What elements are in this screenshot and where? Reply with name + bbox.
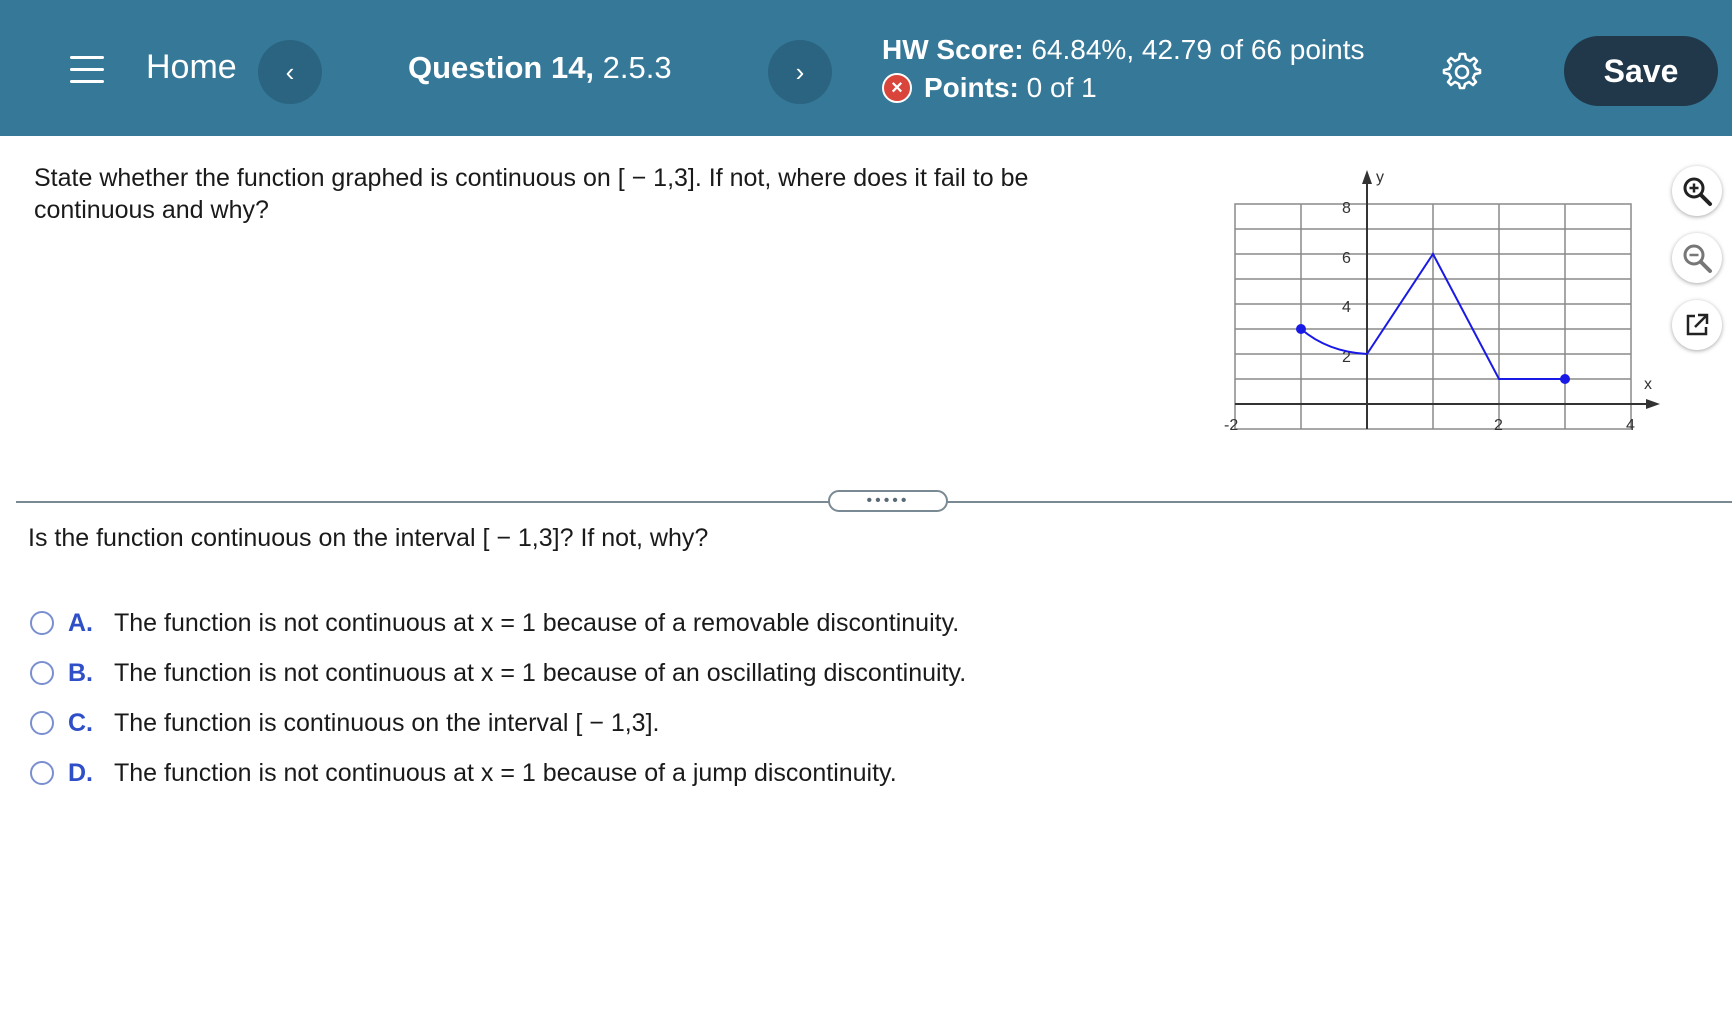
option-letter: C. <box>68 708 93 737</box>
function-graph <box>1210 160 1670 450</box>
radio-button[interactable] <box>30 761 54 785</box>
settings-gear-icon[interactable] <box>1442 51 1482 91</box>
question-prompt <box>34 162 1074 226</box>
popout-icon <box>1682 310 1712 340</box>
y-tick-label: 2 <box>1342 349 1351 366</box>
zoom-in-button[interactable] <box>1672 166 1722 216</box>
graph-grid <box>1235 204 1631 429</box>
popout-button[interactable] <box>1672 300 1722 350</box>
option-a[interactable] <box>30 598 966 648</box>
home-link[interactable]: Home <box>146 48 237 86</box>
y-tick-label: 6 <box>1342 250 1351 267</box>
points-status <box>882 72 1097 104</box>
radio-button[interactable] <box>30 611 54 635</box>
closed-endpoint <box>1560 374 1570 384</box>
points-value: 0 of 1 <box>1018 72 1097 103</box>
closed-endpoint <box>1296 324 1306 334</box>
option-text: The function is not continuous at x = 1 because of a removable discontinuity. <box>114 608 960 637</box>
incorrect-icon: × <box>882 73 912 103</box>
x-axis-arrow-icon <box>1646 399 1660 409</box>
y-axis-arrow-icon <box>1362 170 1372 184</box>
zoom-out-icon <box>1680 241 1714 275</box>
prompt-line-2: continuous and why? <box>34 196 269 224</box>
question-number: Question 14, <box>408 50 595 85</box>
radio-button[interactable] <box>30 711 54 735</box>
x-axis-label: x <box>1644 376 1652 393</box>
points-label: Points: <box>924 72 1019 103</box>
option-text: The function is not continuous at x = 1 because of a jump discontinuity. <box>114 758 897 787</box>
previous-question-button[interactable]: ‹ <box>258 40 322 104</box>
hw-score-label: HW Score: <box>882 34 1024 65</box>
option-letter: D. <box>68 758 93 787</box>
answer-options <box>30 598 966 798</box>
x-tick-label: 2 <box>1494 417 1503 434</box>
y-tick-label: 4 <box>1342 299 1351 316</box>
x-tick-label: -2 <box>1224 417 1239 434</box>
option-b[interactable] <box>30 648 966 698</box>
top-bar <box>0 0 1732 136</box>
zoom-in-icon <box>1680 174 1714 208</box>
next-question-button[interactable]: › <box>768 40 832 104</box>
option-letter: B. <box>68 658 93 687</box>
option-d[interactable] <box>30 748 966 798</box>
option-letter: A. <box>68 608 93 637</box>
radio-button[interactable] <box>30 661 54 685</box>
divider-handle[interactable]: ••••• <box>828 490 948 512</box>
zoom-out-button[interactable] <box>1672 233 1722 283</box>
hw-score-value: 64.84%, 42.79 of 66 points <box>1023 34 1365 65</box>
prompt-line-1: State whether the function graphed is continuous on [ − 1,3]. If not, where does it fail to be <box>34 164 1029 192</box>
menu-icon[interactable] <box>70 56 104 84</box>
y-axis-label: y <box>1376 169 1384 186</box>
option-text: The function is not continuous at x = 1 because of an oscillating discontinuity. <box>114 658 967 687</box>
save-button[interactable]: Save <box>1564 36 1718 106</box>
question-section: 2.5.3 <box>594 50 672 85</box>
hw-score <box>882 34 1365 66</box>
option-text: The function is continuous on the interval [ − 1,3]. <box>114 708 660 737</box>
y-tick-label: 8 <box>1342 200 1351 217</box>
sub-question: Is the function continuous on the interval [ − 1,3]? If not, why? <box>28 524 709 552</box>
option-c[interactable] <box>30 698 966 748</box>
x-tick-label: 4 <box>1626 417 1635 434</box>
question-title <box>408 50 672 86</box>
